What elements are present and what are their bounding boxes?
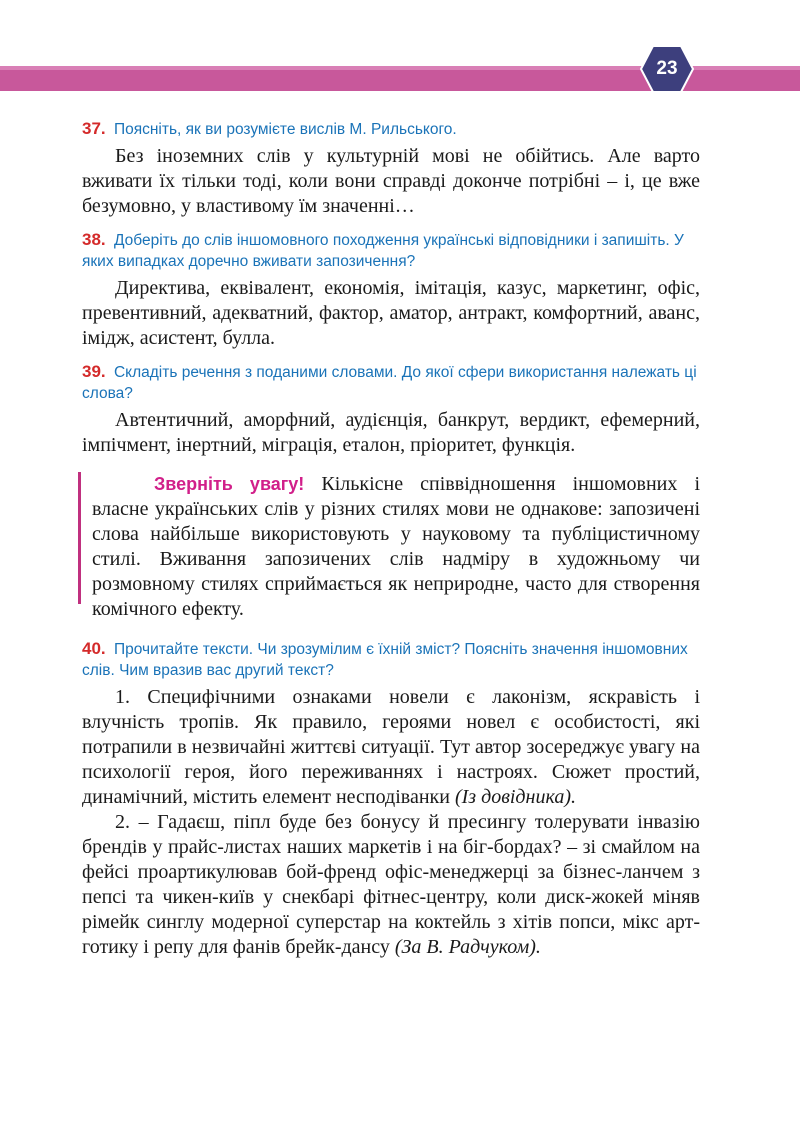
task-37: [82, 118, 700, 219]
task-instruction: [82, 229, 700, 272]
task-instruction-text: Прочитайте тексти. Чи зрозумілим є їхній зміст? Поясніть значення іншомовних слів. Чим вразив вас другий текст?: [82, 641, 688, 679]
task-instruction: [82, 638, 700, 681]
task-body: Директива, еквівалент, економія, імітація, казус, маркетинг, офіс, превентивний, адекватний, фактор, аматор, антракт, комфортний, аванс, імідж, асистент, булла.: [82, 277, 700, 349]
note-body: [92, 472, 700, 622]
page-content: [82, 118, 700, 970]
text-1: [82, 685, 700, 810]
task-number: 40.: [82, 639, 106, 658]
attention-note: [82, 472, 700, 622]
text-1-source: (Із довідника).: [454, 786, 576, 808]
task-instruction-text: Доберіть до слів іншомовного походження українські відповідники і запишіть. У яких випадках доречно вживати запозичення?: [82, 232, 684, 270]
task-38: [82, 229, 700, 351]
task-39: [82, 361, 700, 458]
task-instruction-text: Поясніть, як ви розумієте вислів М. Рильського.: [113, 121, 457, 138]
note-text: Кількісне співвідношення іншомовних і власне українських слів у різних стилях мови не однакове: запозичені слова найбільше використовують у науковому та публіцистичному стилі. Вживання запозичених слів надміру в художньому чи розмовному стилях сприймається як неприродне, часто для створення комічного ефекту.: [92, 473, 701, 620]
task-number: 38.: [82, 230, 106, 249]
task-body: Без іноземних слів у культурній мові не обійтись. Але варто вживати їх тільки тоді, коли вони справді доконче потрібні – і, це вже безумовно, у властивому їм значенні…: [82, 145, 700, 217]
page-number-badge: [640, 44, 694, 94]
task-instruction: [82, 118, 700, 140]
text-1-body: 1. Специфічними ознаками новели є лаконізм, яскравість і влучність тропів. Як правило, героями новел є особистості, які потрапили в незвичайні життєві ситуації. Тут автор зосереджує увагу на психології героя, його переживаннях і настроях. Сюжет простий, динамічний, містить елемент несподіванки: [82, 686, 700, 808]
note-label: Зверніть увагу!: [154, 474, 305, 494]
task-number: 39.: [82, 362, 106, 381]
note-accent-bar: [78, 472, 81, 604]
task-instruction: [82, 361, 700, 404]
task-body: Автентичний, аморфний, аудієнція, банкрут, вердикт, ефемерний, імпічмент, інертний, міграція, еталон, пріоритет, функція.: [82, 409, 700, 456]
text-2-body: 2. – Гадаєш, піпл буде без бонусу й пресингу толерувати інвазію брендів у прайс-листах наших маркетів і на біг-бордах? – зі смайлом на фейсі проартикулював бой-френд офіс-менеджерці за бізнес-ланчем з пепсі та чикен-київ у снекбарі фітнес-центру, коли диск-жокей міняв рімейк синглу модерної суперстар на коктейль з хітів попси, мікс арт-готику і репу для фанів брейк-дансу: [82, 811, 700, 958]
task-instruction-text: Складіть речення з поданими словами. До якої сфери використання належать ці слова?: [82, 364, 697, 402]
task-40: [82, 638, 700, 960]
text-2: [82, 810, 700, 960]
page-number: 23: [656, 58, 678, 79]
text-2-source: (За В. Радчуком).: [394, 936, 541, 958]
task-number: 37.: [82, 119, 106, 138]
